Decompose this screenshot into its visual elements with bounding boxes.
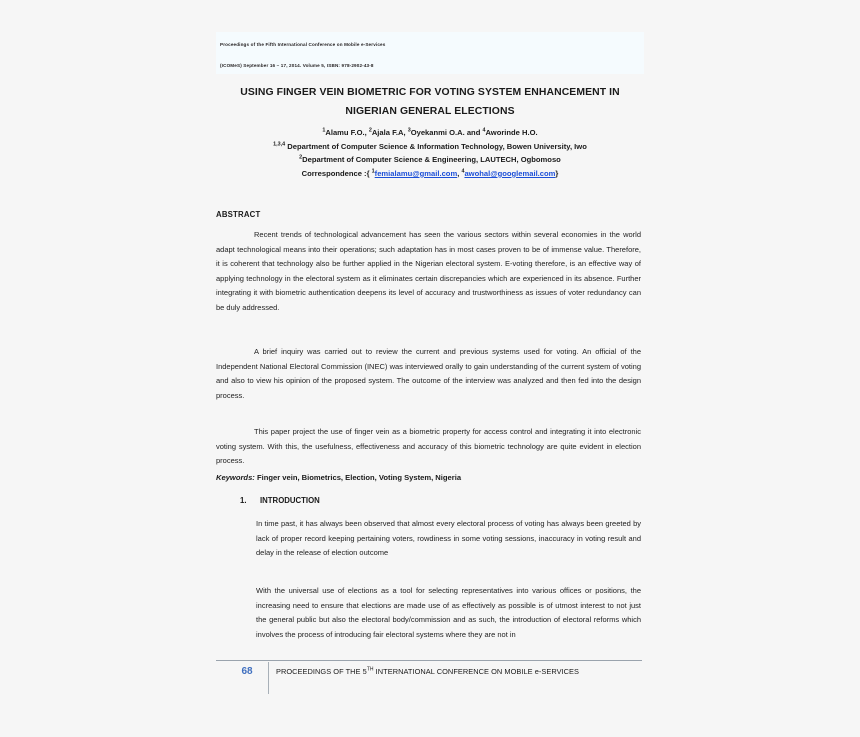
email-separator: , xyxy=(457,168,460,178)
introduction-number: 1. xyxy=(240,496,247,505)
abstract-paragraph-1: Recent trends of technological advancement has seen the various sectors within several economies in the world adapt technological means into their operations; such adaptation has in most cases proven to be of immense value. Therefore, it is coherent that technology also be further applied in the Nigerian electoral system. E-voting therefore, is an effective way of applying technology in the electoral system as it eliminates certain discrepancies which are experienced in its absence. Further integrating it with biometric authentication deepens its level of accuracy and trustworthiness as issues of voter redundancy can be duly addressed. xyxy=(216,230,641,312)
abstract-heading: ABSTRACT xyxy=(216,210,261,219)
footer-ordinal-suffix: TH xyxy=(366,666,374,673)
keywords-line xyxy=(216,473,641,482)
introduction-heading xyxy=(240,496,320,505)
author-names-line xyxy=(220,126,640,140)
email-link-2[interactable]: awohal@googlemail.com xyxy=(464,168,556,178)
keywords-value: Finger vein, Biometrics, Election, Voting System, Nigeria xyxy=(256,473,462,482)
running-header xyxy=(216,32,644,74)
footer-conference-text xyxy=(276,667,579,676)
footer-divider-rule xyxy=(216,660,642,661)
footer-vertical-divider xyxy=(268,662,269,694)
author-3-marker: 3 xyxy=(407,127,411,134)
affiliation-line-1 xyxy=(220,140,640,154)
author-3-name: Oyekanmi O.A. and xyxy=(410,128,483,137)
email-2-marker: 4 xyxy=(461,168,465,175)
author-2-marker: 2 xyxy=(368,127,372,134)
author-1-marker: 1 xyxy=(322,127,326,134)
affiliation-1-marker: 1,3,4 xyxy=(273,141,286,148)
affiliation-2-text: Department of Computer Science & Engineering, LAUTECH, Ogbomoso xyxy=(302,155,561,165)
introduction-paragraph-1: In time past, it has always been observed that almost every electoral process of voting has always been greeted by lack of proper record keeping pertaining voters, rowdiness in some voting sessions, inaccuracy in voting result and delay in the release of election outcome xyxy=(256,519,641,558)
affiliation-1-text: Department of Computer Science & Information Technology, Bowen University, Iwo xyxy=(287,141,587,151)
author-2-name: Ajala F.A, xyxy=(371,128,408,137)
email-1-marker: 1 xyxy=(371,168,375,175)
footer-text-part-1: PROCEEDINGS OF THE 5 xyxy=(276,667,367,676)
correspondence-line xyxy=(220,167,640,181)
running-header-line-1: Proceedings of the Fifth International Conference on Mobile e-Services xyxy=(220,42,386,47)
affiliation-2-marker: 2 xyxy=(299,154,303,161)
author-4-name: Aworinde H.O. xyxy=(485,128,538,137)
affiliation-line-2 xyxy=(220,153,640,167)
correspondence-label: Correspondence :{ xyxy=(301,168,370,178)
correspondence-close: } xyxy=(555,168,559,178)
document-page xyxy=(216,0,644,737)
page-footer xyxy=(216,662,642,696)
introduction-paragraph-2: With the universal use of elections as a tool for selecting representatives into various offices or positions, the increasing need to ensure that elections are made use of as effectively as possible is of utmost interest to not just the general public but also the electoral body/commission and as such, the introduction of electoral reforms which involves the process of introducing fair electoral systems where they are not in xyxy=(256,586,641,639)
author-block xyxy=(220,126,640,180)
email-link-1[interactable]: femialamu@gmail.com xyxy=(374,168,458,178)
paper-title: USING FINGER VEIN BIOMETRIC FOR VOTING SYSTEM ENHANCEMENT IN NIGERIAN GENERAL ELECTIONS xyxy=(240,87,620,117)
running-header-line-2: (ICOMeS) September 16 – 17, 2014. Volume 5, ISBN: 978-2902-43-8 xyxy=(220,63,374,68)
author-1-name: Alamu F.O., xyxy=(325,128,369,137)
page-number: 68 xyxy=(241,666,253,677)
author-4-marker: 4 xyxy=(482,127,486,134)
abstract-paragraph-2: A brief inquiry was carried out to review the current and previous systems used for voting. An official of the Independent National Electoral Commission (INEC) was interviewed orally to gain understanding of the current system of voting and also to view his opinion of the proposed system. The outcome of the interview was analyzed and then fed into the design process. xyxy=(216,347,641,400)
introduction-heading-label: INTRODUCTION xyxy=(260,496,320,505)
abstract-paragraph-3: This paper project the use of finger vein as a biometric property for access control and integrating it into electronic voting system. With this, the usefulness, effectiveness and accuracy of this biometric technology are quite evident in election process. xyxy=(216,427,641,466)
footer-text-part-2: INTERNATIONAL CONFERENCE ON MOBILE e-SERVICES xyxy=(373,667,580,676)
keywords-label: Keywords: xyxy=(216,473,255,482)
